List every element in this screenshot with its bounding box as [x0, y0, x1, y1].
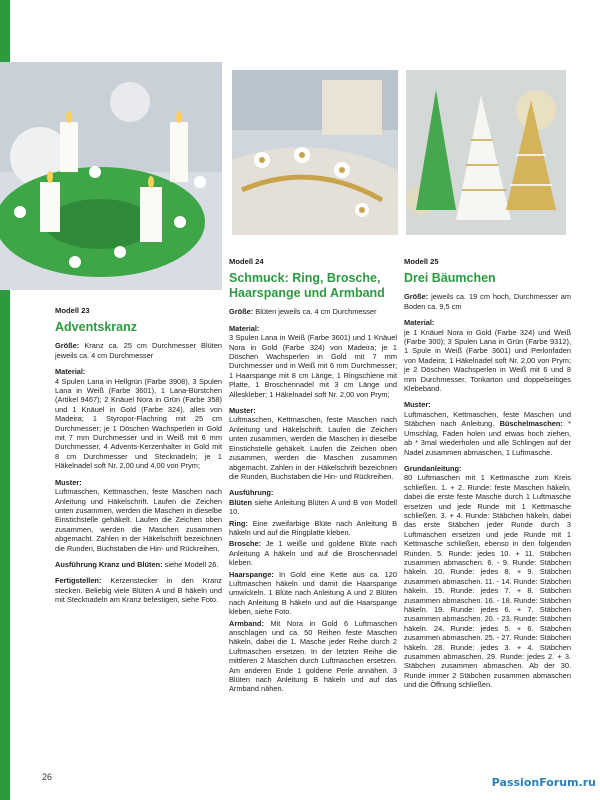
size-label: Größe: — [404, 292, 429, 302]
pattern-text: Luftmaschen, Kettmaschen, feste Maschen nach Anleitung und Häkelschrift. Laufen die Zeichen unten zusammen, werden die Maschen in dieselbe Einstichstelle gehäkelt. Laufen die Zeichen oben zusammen, werden die Maschen zusammen abgemacht. Zahlen in der Häkelschrift bezeichnen die Runden, Buchstaben die Hin- und Rückreihen. — [55, 487, 222, 553]
material-label: Material: — [229, 323, 260, 333]
size-label: Größe: — [55, 341, 80, 351]
ring-paragraph — [229, 519, 397, 538]
ring-text: Eine zweifarbige Blüte nach Anleitung B häkeln und auf die Ringplatte kleben. — [229, 518, 397, 537]
material-label: Material: — [55, 367, 86, 377]
basic-instructions-paragraph — [404, 464, 571, 690]
pattern-label: Muster: — [55, 477, 82, 487]
material-paragraph — [55, 367, 222, 470]
finishing-paragraph — [55, 576, 222, 604]
material-paragraph — [404, 318, 571, 393]
model-label: Modell 24 — [229, 257, 264, 266]
size-paragraph — [404, 292, 571, 311]
cluster-stitch-text: * Umschlag, Faden holen und etwas hoch ziehen, ab * 3mal wiederholen und alle Schlingen auf der Nadel zusammen abmaschen, 1 Luftmasche. — [404, 419, 571, 457]
brooch-text: Je 1 weiße und goldene Blüte nach Anleitung A häkeln und auf die Broschennadel kleben. — [229, 539, 397, 568]
finishing-label: Fertigstellen: — [55, 576, 102, 586]
pattern-paragraph — [229, 406, 397, 481]
size-label: Größe: — [229, 307, 254, 317]
flowers-text: siehe Anleitung Blüten A und B von Modell 10. — [229, 497, 398, 517]
instructions-label: Ausführung Kranz und Blüten: — [55, 559, 163, 569]
column-model-24 — [229, 257, 397, 701]
bracelet-text: Mit Nora in Gold 6 Luftmaschen anschlagen und ca. 50 Reihen feste Maschen häkeln, dabei die 1. Masche jeder Reihe durch 2 Luftmaschen ersetzen. In der letzten Reihe die mittleren 2 Maschen durch Luftmaschen ersetzen. Am anderen Ende 1 goldene Perle annähen. 3 Blüten nach Anleitung B häkeln und auf das Armband nähen. — [229, 618, 397, 694]
instructions-paragraph — [55, 560, 222, 569]
instructions-label: Ausführung: — [229, 488, 274, 498]
instructions-paragraph — [229, 488, 397, 516]
finishing-text: Kerzenstecker in den Kranz stecken. Beliebig viele Blüten A und B häkeln und mit Stecknadeln am Kranz befestigen, siehe Foto. — [55, 576, 222, 605]
model-label: Modell 23 — [55, 306, 90, 315]
brooch-paragraph — [229, 539, 397, 567]
photo-advent-wreath — [0, 62, 222, 290]
size-text: jeweils ca. 19 cm hoch, Durchmesser am Boden ca. 9,5 cm — [404, 292, 571, 311]
pattern-text: Luftmaschen, Kettmaschen, feste Maschen und Stäbchen nach Anleitung. — [404, 409, 571, 429]
page-number: 26 — [42, 772, 53, 782]
hairclip-paragraph — [229, 570, 397, 617]
pattern-paragraph — [55, 478, 222, 553]
cluster-stitch-label: Büschelmaschen: — [499, 419, 563, 429]
flowers-label: Blüten — [229, 497, 252, 507]
size-paragraph — [229, 307, 397, 316]
hairclip-text: In Gold eine Kette aus ca. 120 Luftmaschen häkeln und damit die Haarspange umwickeln. 1 Blüte nach Anleitung A und 2 Blüten nach Anleitung B häkeln und auf die Haarspange kleben, siehe Foto. — [229, 569, 397, 617]
bracelet-label: Armband: — [229, 618, 264, 628]
hairclip-label: Haarspange: — [229, 569, 274, 579]
model-title: Schmuck: Ring, Brosche, Haarspange und Armband — [229, 271, 385, 301]
material-text: 3 Spulen Lana in Weiß (Farbe 3601) und 1 Knäuel Nora in Gold (Farbe 324) von Madeira; je 1 Döschen Wachsperlen in Gold mit 7 mm Durchmesser und in Weiß mit 6 mm Durchmesser; 1 Haarspange mit 8 cm Länge, 1 Ringschiene mit Platte, 1 Broschennadel mit 3 cm Länge und Alleskleber; 1 Häkelnadel soft Nr. 2,00 von Prym; — [229, 333, 397, 399]
size-text: Kranz ca. 25 cm Durchmesser Blüten jeweils ca. 4 cm Durchmesser — [55, 341, 222, 360]
instructions-text: siehe Modell 26. — [164, 559, 219, 569]
photo-jewelry — [232, 70, 398, 235]
basic-instructions-text: 80 Luftmaschen mit 1 Kettmasche zum Kreis schließen. 1. + 2. Runde: feste Maschen häkeln, dabei die erste feste Masche durch 1 Luftmasche ersetzen und jede Runde mit 1 Kettmasche schließen. 3. + 4. Runde: Stäbchen häkeln, dabei das erste Stäbchen jeder Runde durch 3 Luftmaschen ersetzen und jede Runde mit 1 Kettmasche schließen, ebenso in den folgenden Runden. 5. Runde: jedes 10. + 11. Stäbchen zusammen abmaschen. 6. - 9. Runde: Stäbchen häkeln. 10. Runde: jedes 8. + 9. Stäbchen zusammen abmaschen. 11. - 14. Runde: Stäbchen häkeln. 15. Runde: jedes 7. + 8. Stäbchen zusammen abmaschen. 16. - 18. Runde: Stäbchen häkeln. 19. Runde: jedes 6. + 7. Stäbchen zusammen abmaschen. 20. - 23. Runde: Stäbchen häkeln. 24. Runde: jedes 5. + 6. Stäbchen zusammen abmaschen. 25. - 27. Runde: Stäbchen häkeln. 28. Runde: jedes 3. + 4. Stäbchen zusammen abmaschen. 29. Runde: jedes 2. + 3. Stäbchen zusammen abmaschen. Ab der 30. Runde immer 2 Stäbchen zusammen abmaschen und die Öffnung schließen. — [404, 473, 571, 690]
brooch-label: Brosche: — [229, 539, 262, 549]
model-title: Adventskranz — [55, 320, 137, 335]
pattern-text: Luftmaschen, Kettmaschen, feste Maschen nach Anleitung und Häkelschrift. Laufen die Zeichen unten zusammen, werden die Maschen in dieselbe Einstichstelle gehäkelt. Laufen die Zeichen oben zusammen, werden die Maschen zusammen abgemacht. Zahlen in der Häkelschrift bezeichnen die Runden, Buchstaben die Hin- und Rückreihen. — [229, 415, 397, 481]
material-text: 4 Spulen Lana in Hellgrün (Farbe 3908), 3 Spulen Lana in Weiß (Farbe 3601), 1 Lana-Bürstchen (Artikel 9467); 2 Knäuel Nora in Grün (Farbe 358) und 1 Knäuel in Gold (Farbe 324), alles von Madeira; 1 Styropor-Flachring mit 25 cm Durchmesser; je 1 Döschen Wachsperlen in Gold mit 7 mm Durchmesser und in Weiß mit 6 mm Durchmesser, 4 Advents-Kerzenhalter in Gold mit 8 cm Durchmesser und Stecknadeln; je 1 Häkelnadel soft Nr. 2,00 und 4,00 von Prym; — [55, 376, 222, 471]
pattern-label: Muster: — [404, 400, 431, 410]
model-title: Drei Bäumchen — [404, 271, 496, 286]
column-model-23 — [55, 306, 222, 612]
size-text: Blüten jeweils ca. 4 cm Durchmesser — [255, 307, 377, 317]
size-paragraph — [55, 341, 222, 360]
pattern-paragraph — [404, 400, 571, 456]
ring-label: Ring: — [229, 518, 248, 528]
column-model-25 — [404, 257, 571, 697]
basic-instructions-label: Grundanleitung: — [404, 463, 462, 473]
watermark: PassionForum.ru — [491, 776, 596, 789]
material-label: Material: — [404, 318, 435, 328]
material-text: je 1 Knäuel Nora in Gold (Farbe 324) und Weiß (Farbe 300); 3 Spulen Lana in Grün (Farbe 9312), 1 Spule in Weiß (Farbe 3601) und Perlonfaden von Madeira; 1 Häkelnadel soft Nr. 2,00 von Prym; je 2 Döschen Wachsperlen in Weiß mit 6 und 8 mm Durchmesser, Tonkarton und doppelseitiges Klebeband. — [404, 327, 571, 394]
pattern-label: Muster: — [229, 406, 256, 416]
bracelet-paragraph — [229, 619, 397, 694]
material-paragraph — [229, 324, 397, 399]
model-label: Modell 25 — [404, 257, 439, 266]
photo-three-trees — [406, 70, 566, 235]
